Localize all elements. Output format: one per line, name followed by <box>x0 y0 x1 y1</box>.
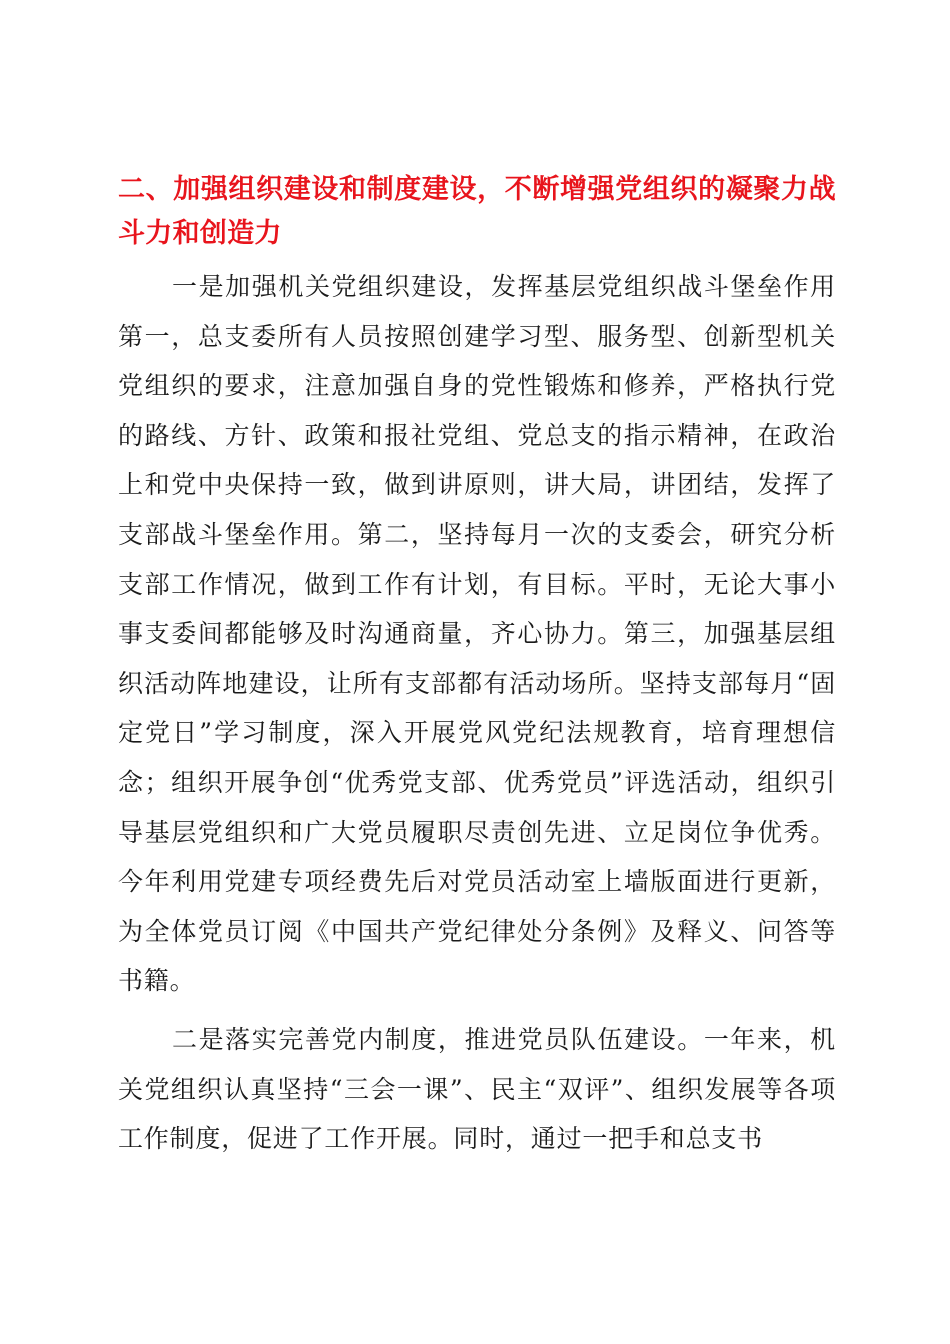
body-paragraph-2: 二是落实完善党内制度，推进党员队伍建设。一年来，机关党组织认真坚持“三会一课”、民主“双评”、组织发展等各项工作制度，促进了工作开展。同时，通过一把手和总支书 <box>118 1025 836 1154</box>
section-heading: 二、加强组织建设和制度建设，不断增强党组织的凝聚力战斗力和创造力 <box>118 174 836 249</box>
body-paragraph-1: 一是加强机关党组织建设，发挥基层党组织战斗堡垒作用第一，总支委所有人员按照创建学习型、服务型、创新型机关党组织的要求，注意加强自身的党性锻炼和修养，严格执行党的路线、方针、政策和报社党组、党总支的指示精神，在政治上和党中央保持一致，做到讲原则，讲大局，讲团结，发挥了支部战斗堡垒作用。第二，坚持每月一次的支委会，研究分析支部工作情况，做到工作有计划，有目标。平时，无论大事小事支委间都能够及时沟通商量，齐心协力。第三，加强基层组织活动阵地建设，让所有支部都有活动场所。坚持支部每月“固定党日”学习制度，深入开展党风党纪法规教育，培育理想信念；组织开展争创“优秀党支部、优秀党员”评选活动，组织引导基层党组织和广大党员履职尽责创先进、立足岗位争优秀。今年利用党建专项经费先后对党员活动室上墙版面进行更新，为全体党员订阅《中国共产党纪律处分条例》及释义、问答等书籍。 <box>118 272 836 996</box>
